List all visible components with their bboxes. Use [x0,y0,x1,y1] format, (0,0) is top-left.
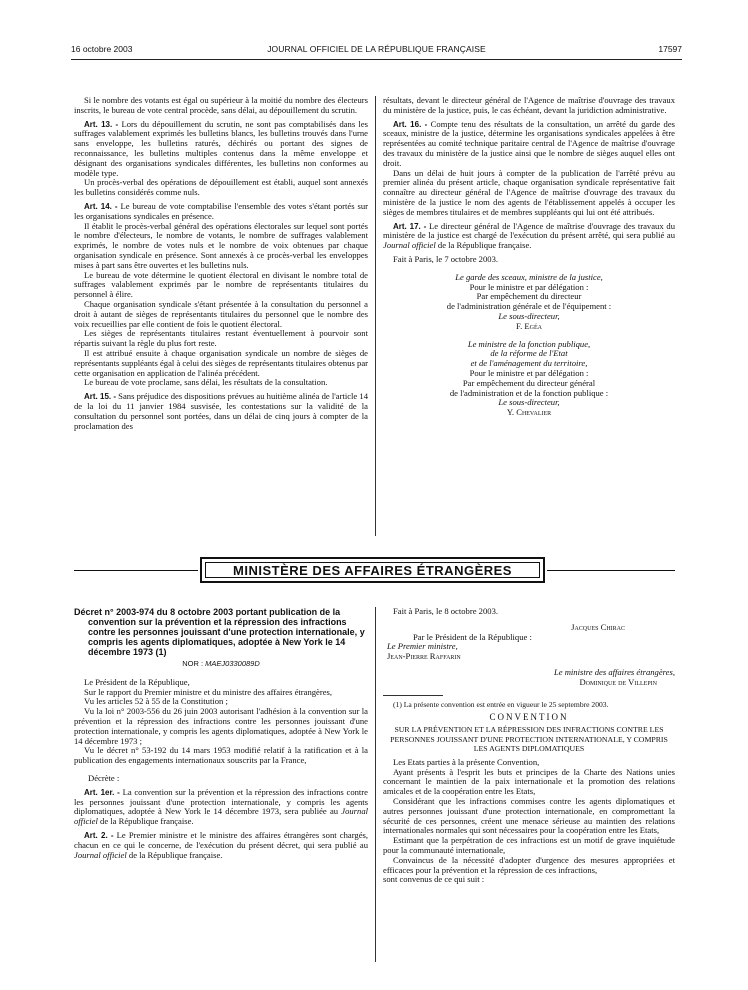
article-text-end: de la République française. [126,849,223,860]
signatory-name: F. Egéa [516,320,542,331]
article-13 [74,120,368,179]
top-left-column [74,96,368,431]
article-label: Art. 16. - [393,119,428,129]
pm-name: Jean-Pierre Raffarin [387,651,461,662]
par-le-president: Par le Président de la République : [413,631,532,642]
convention-title: CONVENTION [489,711,569,722]
article-label: Art. 13. - [84,119,119,129]
banner-rule-left [74,570,198,571]
paragraph: Estimant que la perpétration de ces infractions est un motif de grave inquiétude pour la communauté internationale, [383,835,675,856]
paragraph: Le bureau de vote proclame, sans délai, les résultats de la consultation. [84,377,328,388]
signature-line: Le sous-directeur, [498,310,560,321]
article-text: La convention sur la prévention et la répression des infractions contre les personnes jouissant d'une protection internationale, y compris les agents diplomatiques, adoptée à New York le 14 décembre 1973, sera publiée au [74,786,368,817]
header-date: 16 octobre 2003 [71,44,133,54]
paragraph: Il établit le procès-verbal général des opérations électorales sur lequel sont portés le nombre d'électeurs, le nombre de votants, le nombre de suffrages valablement exprimés, le nombre de votes nuls et le nombre de voix obtenues par chaque organisation syndicale en présence. Sont annexés à ce procès-verbal les enveloppes mises à part sans être ouvertes et les bulletins nuls. [74,220,368,270]
paragraph: Sur le rapport du Premier ministre et du ministre des affaires étrangères, [84,686,333,697]
article-label: Art. 2. - [84,830,114,840]
paragraph: Chaque organisation syndicale s'étant présentée à la consultation du personnel a droit à autant de sièges de représentants titulaires du personnel que le nombre des voix recueillies par elle contient de fois le quotient électoral. [74,298,368,329]
signature-line: de la réforme de l'Etat [490,348,568,359]
bottom-right-column [383,607,675,885]
article-text: Le directeur général de l'Agence de maîtrise d'ouvrage des travaux du ministère de la justice est chargé de l'exécution du présent arrêté, qui sera publié au [383,220,675,241]
paragraph: Dans un délai de huit jours à compter de la publication de l'arrêté prévu au premier alinéa du présent article, chaque organisation syndicale représentative fait connaître au directeur général de l'Agence de maîtrise d'ouvrage des travaux du ministère de la justice le nom des agents de l'établissement appelés à occuper les sièges de membres titulaires et de membres suppléants qui lui ont été attribués. [383,167,675,217]
article-16 [383,120,675,169]
ministry-banner [200,557,545,583]
paragraph: Les Etats parties à la présente Convention, [393,756,540,767]
paragraph: Le bureau de vote détermine le quotient électoral en divisant le nombre total de suffrages valablement exprimés par le nombre de représentants titulaires du personnel à élire. [74,269,368,300]
signatory-chirac: Jacques Chirac [571,621,625,632]
article-label: Art. 1er. - [84,787,120,797]
fait-a-paris: Fait à Paris, le 7 octobre 2003. [393,253,499,264]
article-text: Sans préjudice des dispositions prévues au huitième alinéa de l'article 14 de la loi du 11 janvier 1984 susvisée, les contestations sur la validité de la consultation du personnel sont portées, dans un délai de cinq jours à compter de la proclamation des [74,391,368,431]
article-text: Le Premier ministre et le ministre des affaires étrangères sont chargés, chacun en ce qui le concerne, de l'exécution du présent décret, qui sera publié au [74,829,369,850]
top-right-column [383,96,675,418]
paragraph: Vu le décret n° 53-192 du 14 mars 1953 modifié relatif à la ratification et à la publication des engagements internationaux souscrits par la France, [74,745,368,766]
paragraph: Convaincus de la nécessité d'adopter d'urgence des mesures appropriées et efficaces pour la prévention et la répression de ces infractions, [383,854,675,875]
paragraph: résultats, devant le directeur général de l'Agence de maîtrise d'ouvrage des travaux du ministère de la justice, puis, le cas échéant, devant la juridiction administrative. [383,95,675,115]
mae-name: Dominique de Villepin [579,676,657,687]
article-label: Art. 17. - [393,221,427,231]
article-2 [74,831,368,860]
decrete: Décrète : [88,772,120,783]
paragraph: Considérant que les infractions commises contre les agents diplomatiques et autres personnes jouissant d'une protection internationale, en compromettant la sécurité de ces personnes, créent une menace sérieuse au maintien des relations internationales normales qui sont nécessaires pour la coopération entre les Etats, [383,796,675,836]
signature-line: de l'administration et de la fonction publique : [449,387,609,398]
article-text-end: de la République française. [435,240,532,251]
signature-line: de l'administration générale et de l'équipement : [446,301,612,312]
article-label: Art. 14. - [84,201,118,211]
signature-line: Le sous-directeur, [498,397,560,408]
paragraph: Vu les articles 52 à 55 de la Constitution ; [84,696,228,707]
signature-line: et de l'aménagement du territoire, [470,358,588,369]
paragraph: Il est attribué ensuite à chaque organisation syndicale un nombre de sièges de représentants suppléants égal à celui des sièges de représentants titulaires obtenus par cette organisation en application de l'alinéa précédent. [74,347,368,378]
signatory-name: Y. Chevalier [506,407,552,418]
signature-block-justice [383,273,675,332]
convention-subtitle: SUR LA PRÉVENTION ET LA RÉPRESSION DES INFRACTIONS CONTRE LES PERSONNES JOUISSANT D'UNE PROTECTION INTERNATIONALE, Y COMPRIS LES AGENTS DIPLOMATIQUES [390,725,668,754]
nor-value: MAEJ0330089D [205,659,260,668]
decree-title: Décret n° 2003-974 du 8 octobre 2003 portant publication de la convention sur la prévention et la répression des infractions contre les personnes jouissant d'une protection internationale, y compris les agents diplomatiques, adoptée à New York le 14 décembre 1973 (1) [74,607,365,657]
nor-label: NOR : [182,659,206,668]
paragraph: Le Président de la République, [84,676,190,687]
ministry-title: MINISTÈRE DES AFFAIRES ÉTRANGÈRES [205,562,540,578]
signature-line: Pour le ministre et par délégation : [469,367,589,378]
header-journal-title: JOURNAL OFFICIEL DE LA RÉPUBLIQUE FRANÇAISE [267,44,486,54]
article-label: Art. 15. - [84,392,117,402]
bottom-left-column [74,607,368,860]
journal-name: Journal officiel [383,240,436,251]
signature-block-fonction-publique [383,340,675,418]
article-text-end: de la République française. [97,816,194,827]
header-page-number: 17597 [658,44,682,54]
journal-name: Journal officiel [74,849,127,860]
signature-line: Le ministre de la fonction publique, [467,338,591,349]
running-header [71,44,682,58]
paragraph: Les sièges de représentants titulaires restant éventuellement à pourvoir sont répartis suivant la règle du plus fort reste. [74,328,368,349]
header-rule [71,59,682,60]
banner-rule-right [547,570,675,571]
column-divider [375,96,376,536]
article-14 [74,202,368,222]
signature-line: Par empêchement du directeur [476,291,582,302]
paragraph: Si le nombre des votants est égal ou supérieur à la moitié du nombre des électeurs inscrits, le bureau de vote central procède, sans délai, au dépouillement du scrutin. [74,95,368,115]
signature-line: Pour le ministre et par délégation : [469,281,589,292]
mae-title-text: Le ministre des affaires étrangères, [553,666,675,677]
footnote-rule [383,695,443,696]
signature-line: Par empêchement du directeur général [462,377,596,388]
paragraph: Un procès-verbal des opérations de dépouillement est établi, auquel sont annexés les bulletins considérés comme nuls. [74,177,368,198]
pm-title-text: Le Premier ministre, [387,641,458,652]
article-text: Compte tenu des résultats de la consultation, un arrêté du garde des sceaux, ministre de la justice, détermine les organisations syndicales appelées à être représentées au comité technique paritaire central de l'Agence de maîtrise d'ouvrage des travaux du ministère de la justice ainsi que le nombre de sièges auquel elles ont droit. [383,118,675,168]
article-1 [74,788,368,827]
paragraph: sont convenus de ce qui suit : [383,874,485,885]
signature-line: Le garde des sceaux, ministre de la justice, [455,271,603,282]
paragraph: Vu la loi n° 2003-556 du 26 juin 2003 autorisant l'adhésion à la convention sur la prévention et la répression des infractions contre les personnes jouissant d'une protection internationale, y compris les agents diplomatiques, adoptée à New York le 14 décembre 1973 ; [74,706,368,746]
footnote: (1) La présente convention est entrée en vigueur le 25 septembre 2003. [393,699,609,709]
journal-name: Journal officiel [74,806,368,827]
nor-reference [74,659,368,669]
paragraph: Ayant présents à l'esprit les buts et principes de la Charte des Nations unies concernant le maintien de la paix internationale et la promotion des relations amicales et de la coopération entre les Etats, [383,766,675,797]
article-text: Lors du dépouillement du scrutin, ne sont pas comptabilisés dans les suffrages valablement exprimés les bulletins blancs, les bulletins trouvés dans l'urne sans enveloppe, les bulletins raturés, déchirés ou portant des signes de reconnaissance, les bulletins multiples contenus dans la même enveloppe et désignant des organisations syndicales différentes, les bulletins non conformes au modèle type. [74,118,368,178]
article-15 [74,392,368,431]
fait-a-paris: Fait à Paris, le 8 octobre 2003. [393,606,499,616]
article-17 [383,222,675,251]
column-divider [375,607,376,962]
article-text: Le bureau de vote comptabilise l'ensemble des votes s'étant portés sur les organisations syndicales en présence. [74,200,368,221]
